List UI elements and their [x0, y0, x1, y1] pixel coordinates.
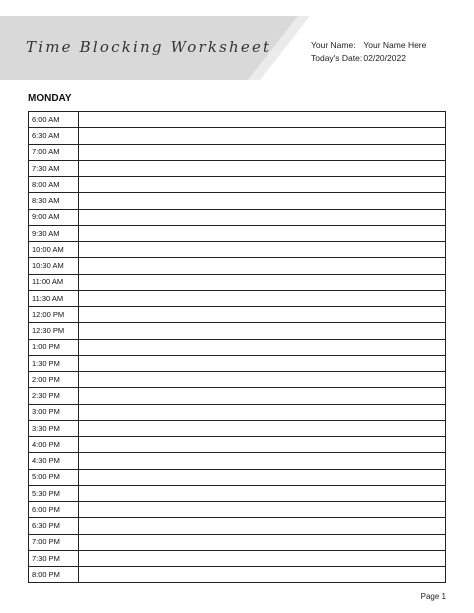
time-slot-label: 10:00 AM [29, 242, 79, 258]
schedule-table [28, 111, 446, 583]
schedule-row [29, 388, 446, 404]
task-cell[interactable] [79, 274, 446, 290]
task-cell[interactable] [79, 550, 446, 566]
schedule-row [29, 404, 446, 420]
date-field[interactable]: 02/20/2022 [363, 53, 406, 63]
schedule-row [29, 469, 446, 485]
time-slot-label: 9:00 AM [29, 209, 79, 225]
day-heading: MONDAY [28, 93, 72, 104]
time-slot-label: 6:00 AM [29, 112, 79, 128]
task-cell[interactable] [79, 193, 446, 209]
time-slot-label: 11:00 AM [29, 274, 79, 290]
task-cell[interactable] [79, 437, 446, 453]
time-slot-label: 11:30 AM [29, 290, 79, 306]
time-slot-label: 5:00 PM [29, 469, 79, 485]
date-row [311, 53, 406, 63]
time-slot-label: 7:30 PM [29, 550, 79, 566]
time-slot-label: 12:30 PM [29, 323, 79, 339]
time-slot-label: 6:00 PM [29, 502, 79, 518]
time-slot-label: 8:00 PM [29, 567, 79, 583]
schedule-row [29, 502, 446, 518]
task-cell[interactable] [79, 567, 446, 583]
task-cell[interactable] [79, 388, 446, 404]
task-cell[interactable] [79, 518, 446, 534]
task-cell[interactable] [79, 339, 446, 355]
name-label: Your Name: [311, 40, 356, 50]
time-slot-label: 4:00 PM [29, 437, 79, 453]
worksheet-title: Time Blocking Worksheet [26, 38, 272, 56]
schedule-row [29, 112, 446, 128]
time-slot-label: 6:30 AM [29, 128, 79, 144]
schedule-row [29, 290, 446, 306]
task-cell[interactable] [79, 128, 446, 144]
time-slot-label: 7:30 AM [29, 160, 79, 176]
time-slot-label: 7:00 AM [29, 144, 79, 160]
schedule-row [29, 339, 446, 355]
time-slot-label: 2:00 PM [29, 372, 79, 388]
name-field[interactable]: Your Name Here [363, 40, 427, 50]
task-cell[interactable] [79, 502, 446, 518]
task-cell[interactable] [79, 307, 446, 323]
schedule-row [29, 307, 446, 323]
name-row [311, 40, 426, 50]
time-slot-label: 1:30 PM [29, 355, 79, 371]
schedule-row [29, 372, 446, 388]
schedule-row [29, 567, 446, 583]
task-cell[interactable] [79, 112, 446, 128]
task-cell[interactable] [79, 209, 446, 225]
task-cell[interactable] [79, 242, 446, 258]
time-slot-label: 3:30 PM [29, 420, 79, 436]
schedule-row [29, 225, 446, 241]
task-cell[interactable] [79, 258, 446, 274]
task-cell[interactable] [79, 177, 446, 193]
task-cell[interactable] [79, 372, 446, 388]
time-slot-label: 9:30 AM [29, 225, 79, 241]
task-cell[interactable] [79, 225, 446, 241]
schedule-row [29, 160, 446, 176]
schedule-row [29, 323, 446, 339]
time-slot-label: 6:30 PM [29, 518, 79, 534]
date-label: Today's Date: [311, 53, 363, 63]
schedule-row [29, 518, 446, 534]
task-cell[interactable] [79, 420, 446, 436]
task-cell[interactable] [79, 469, 446, 485]
schedule-row [29, 242, 446, 258]
time-slot-label: 2:30 PM [29, 388, 79, 404]
time-slot-label: 5:30 PM [29, 485, 79, 501]
schedule-row [29, 534, 446, 550]
task-cell[interactable] [79, 160, 446, 176]
time-slot-label: 3:00 PM [29, 404, 79, 420]
page-number: Page 1 [420, 592, 446, 601]
schedule-row [29, 550, 446, 566]
task-cell[interactable] [79, 144, 446, 160]
schedule-body [29, 112, 446, 583]
task-cell[interactable] [79, 485, 446, 501]
schedule-row [29, 355, 446, 371]
time-slot-label: 7:00 PM [29, 534, 79, 550]
task-cell[interactable] [79, 453, 446, 469]
schedule-row [29, 485, 446, 501]
schedule-row [29, 437, 446, 453]
schedule-row [29, 128, 446, 144]
schedule-row [29, 209, 446, 225]
time-slot-label: 4:30 PM [29, 453, 79, 469]
schedule-row [29, 274, 446, 290]
task-cell[interactable] [79, 355, 446, 371]
task-cell[interactable] [79, 323, 446, 339]
time-slot-label: 10:30 AM [29, 258, 79, 274]
schedule-row [29, 193, 446, 209]
schedule-row [29, 258, 446, 274]
schedule-row [29, 453, 446, 469]
time-slot-label: 8:30 AM [29, 193, 79, 209]
time-slot-label: 8:00 AM [29, 177, 79, 193]
task-cell[interactable] [79, 404, 446, 420]
schedule-row [29, 420, 446, 436]
task-cell[interactable] [79, 290, 446, 306]
time-slot-label: 1:00 PM [29, 339, 79, 355]
time-slot-label: 12:00 PM [29, 307, 79, 323]
schedule-row [29, 144, 446, 160]
schedule-row [29, 177, 446, 193]
task-cell[interactable] [79, 534, 446, 550]
